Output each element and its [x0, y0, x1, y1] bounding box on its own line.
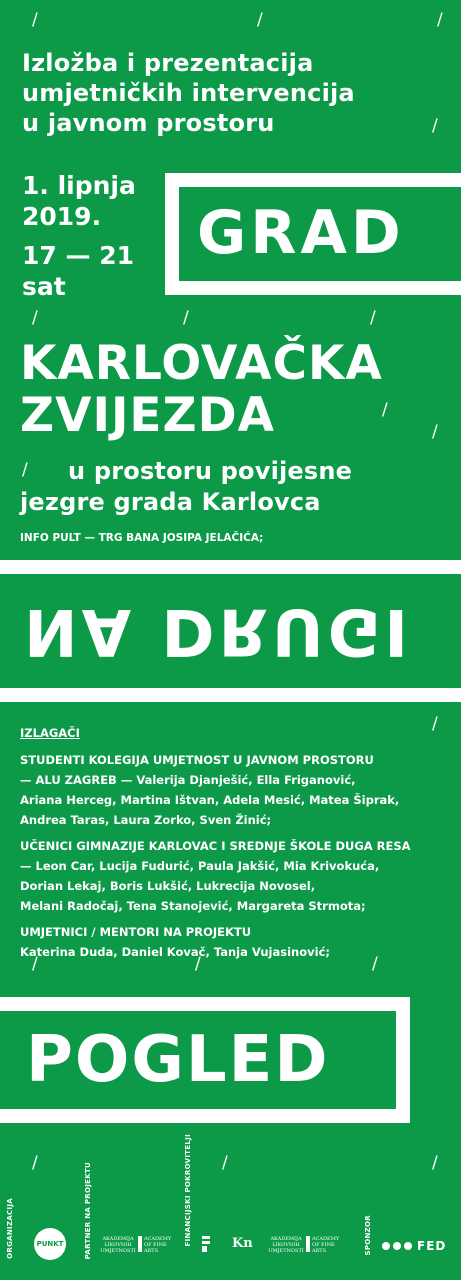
- footer-partner-label: PARTNER NA PROJEKTU: [84, 1162, 92, 1260]
- footer-sponzor-label: SPONZOR: [364, 1215, 372, 1256]
- fed-dot-icon: [404, 1242, 412, 1250]
- academy-logo-hr: AKADEMIJA LIKOVNIH UMJETNOSTI: [100, 1236, 136, 1254]
- na-drugi-word: NA DRUGI: [24, 594, 413, 668]
- na-drugi-band: [0, 560, 461, 574]
- city-logo-icon: [202, 1236, 210, 1254]
- exhibitor-line: UČENICI GIMNAZIJE KARLOVAC I SREDNJE ŠKOLE DUGA RESA: [20, 839, 411, 853]
- fed-logo: [382, 1239, 452, 1253]
- exhibitor-line: — Leon Car, Lucija Fudurić, Paula Jakšić, Mia Krivokuća,: [20, 859, 380, 873]
- academy-logo-en-2: ACADEMY OF FINE ARTS: [312, 1236, 340, 1254]
- exhibitors-heading: IZLAGAČI: [20, 726, 80, 740]
- exhibitor-line: UMJETNICI / MENTORI NA PROJEKTU: [20, 925, 252, 939]
- kn-logo: [232, 1236, 253, 1251]
- event-description: [22, 48, 355, 138]
- description-line-1: Izložba i prezentacija: [22, 49, 314, 77]
- location-line-1: u prostoru povijesne: [68, 457, 353, 485]
- academy-logo-hr-2: AKADEMIJA LIKOVNIH UMJETNOSTI: [268, 1236, 304, 1254]
- exhibitors-list: [20, 750, 411, 962]
- time-range: 17 — 21: [22, 241, 134, 270]
- kn-logo-text: Kn: [232, 1236, 253, 1251]
- punkt-logo-text: PUNKT: [36, 1240, 64, 1248]
- exhibitor-line: STUDENTI KOLEGIJA UMJETNOST U JAVNOM PROSTORU: [20, 753, 374, 767]
- date-year: 2019.: [22, 202, 102, 231]
- event-title: [20, 338, 383, 442]
- fed-logo-text: FED: [417, 1239, 447, 1253]
- title-line-2: ZVIJEZDA: [20, 388, 276, 443]
- event-location-2: [20, 487, 321, 517]
- info-pult: INFO PULT — TRG BANA JOSIPA JELAČIĆA;: [20, 532, 264, 544]
- fed-dot-icon: [382, 1242, 390, 1250]
- footer-financijski-label: FINANCIJSKI POKROVITELJI: [184, 1134, 192, 1247]
- academy-logo-en: ACADEMY OF FINE ARTS: [144, 1236, 172, 1254]
- academy-logo-funding: [268, 1232, 348, 1256]
- fed-dot-icon: [393, 1242, 401, 1250]
- description-line-2: umjetničkih intervencija: [22, 79, 355, 107]
- exhibitor-line: Ariana Herceg, Martina Ištvan, Adela Mesić, Matea Šiprak,: [20, 793, 400, 807]
- location-line-2: jezgre grada Karlovca: [20, 488, 321, 516]
- exhibitor-line: Katerina Duda, Daniel Kovač, Tanja Vujasinović;: [20, 945, 330, 959]
- na-drugi-band-bottom: [0, 688, 461, 702]
- title-line-1: KARLOVAČKA: [20, 336, 383, 391]
- academy-logo-mark-2: [306, 1236, 310, 1252]
- description-line-3: u javnom prostoru: [22, 109, 275, 137]
- exhibitor-line: Dorian Lekaj, Boris Lukšić, Lukrecija Novosel,: [20, 879, 316, 893]
- footer-organizacija-label: ORGANIZACIJA: [6, 1198, 14, 1259]
- exhibitor-line: Andrea Taras, Laura Zorko, Sven Žinić;: [20, 813, 272, 827]
- date-day: 1. lipnja: [22, 171, 136, 200]
- exhibitor-line: — ALU ZAGREB — Valerija Djanješić, Ella Friganović,: [20, 773, 356, 787]
- punkt-logo: [34, 1228, 66, 1260]
- grad-word: GRAD: [197, 198, 405, 268]
- event-date: [22, 170, 136, 232]
- time-unit: sat: [22, 272, 66, 301]
- event-time: [22, 240, 134, 302]
- academy-logo-mark: [138, 1236, 142, 1252]
- event-location: [68, 456, 352, 486]
- exhibitor-line: Melani Radočaj, Tena Stanojević, Margareta Strmota;: [20, 899, 366, 913]
- pogled-word: POGLED: [26, 1023, 330, 1097]
- academy-logo-partner: [100, 1232, 180, 1256]
